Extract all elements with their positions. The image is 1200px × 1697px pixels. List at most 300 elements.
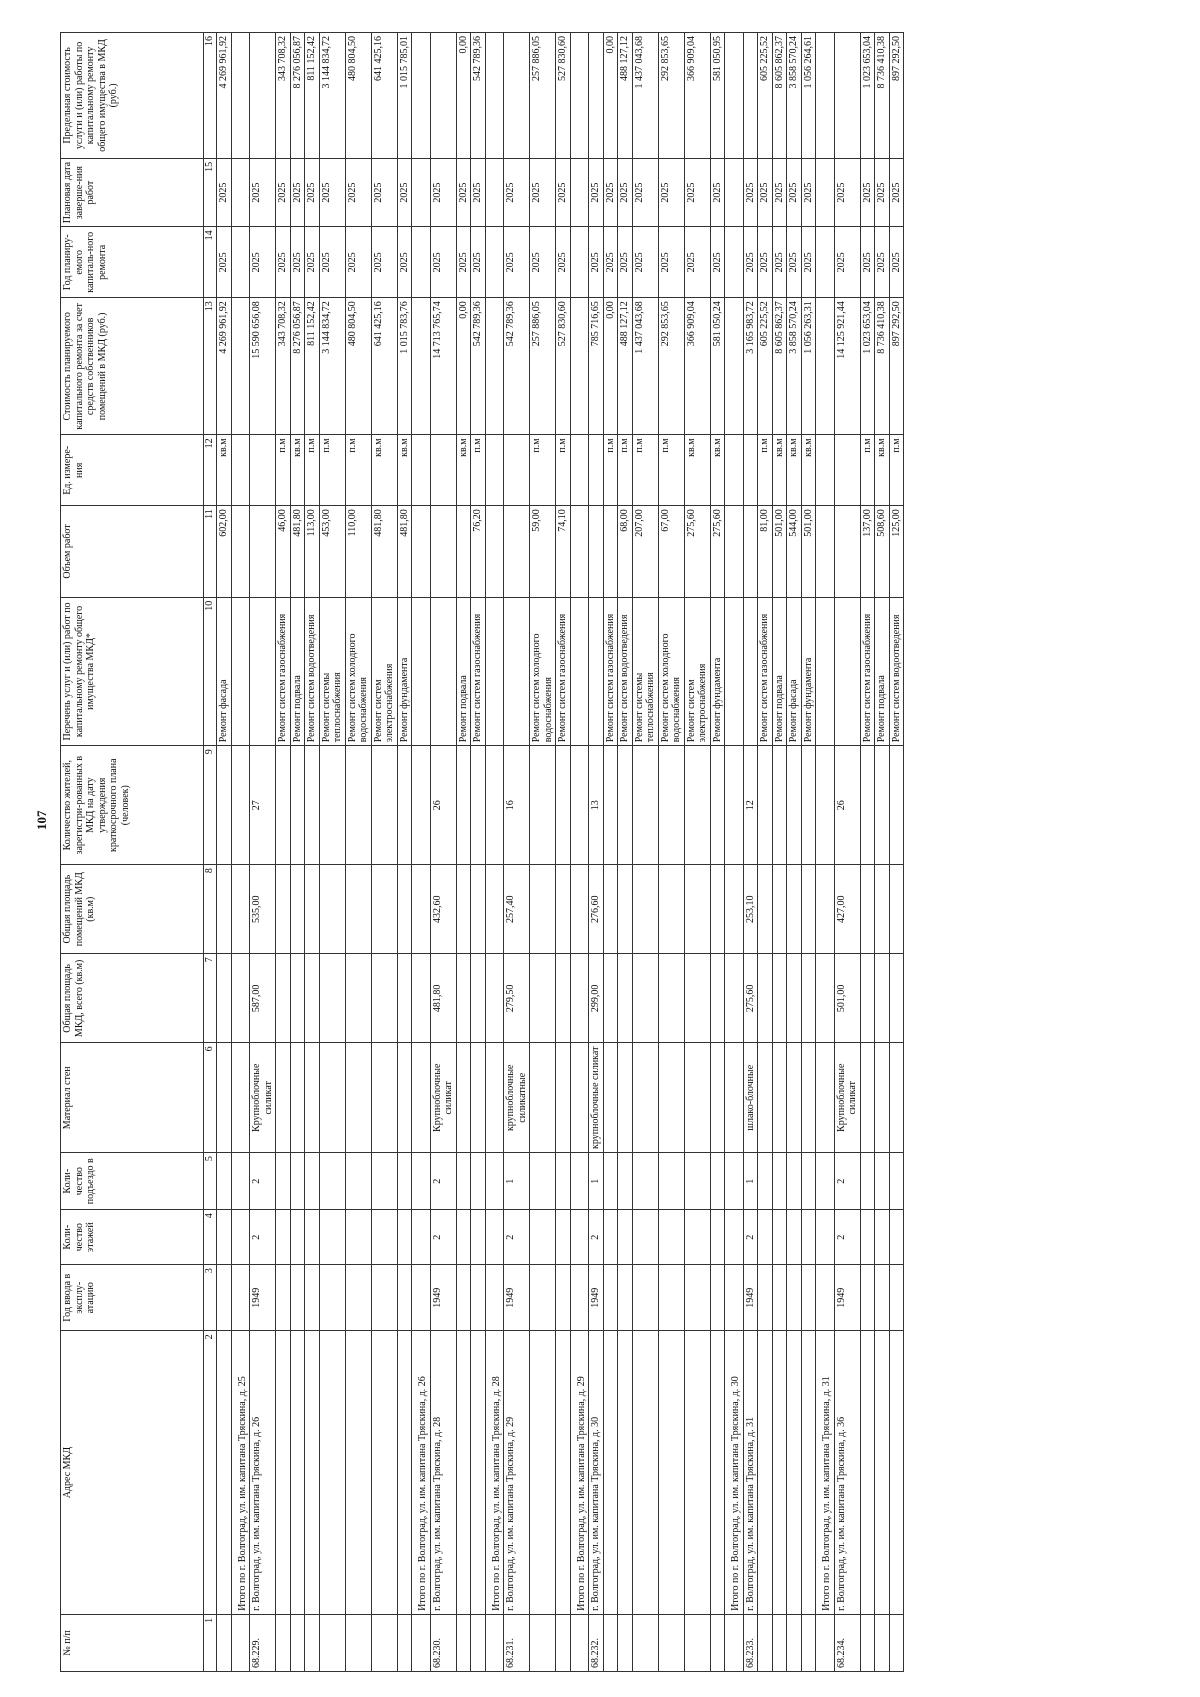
table-cell — [471, 1265, 486, 1331]
table-cell — [787, 1265, 802, 1331]
table-cell — [725, 746, 744, 865]
table-cell — [834, 597, 860, 746]
table-cell — [710, 865, 725, 954]
column-number: 6 — [204, 1043, 217, 1153]
table-cell — [231, 506, 250, 597]
table-row — [787, 33, 802, 1672]
table-cell — [231, 597, 250, 746]
table-cell: 1 — [504, 1153, 530, 1210]
table-cell — [834, 506, 860, 597]
table-cell — [485, 1265, 504, 1331]
table-cell: шлако-блочные — [743, 1043, 758, 1153]
table-cell: 276,60 — [589, 865, 604, 954]
table-cell — [710, 746, 725, 865]
table-cell: 366 909,04 — [684, 33, 710, 159]
table-cell: 2 — [430, 1153, 456, 1210]
table-cell — [618, 1265, 633, 1331]
column-number: 5 — [204, 1153, 217, 1210]
table-cell: 2 — [743, 1210, 758, 1265]
table-cell: 1 — [589, 1153, 604, 1210]
table-cell: Ремонт системы теплоснабжения — [319, 597, 345, 746]
table-cell — [345, 1153, 371, 1210]
table-cell: Ремонт подвала — [875, 597, 890, 746]
table-cell — [556, 954, 571, 1043]
table-cell — [231, 746, 250, 865]
table-cell — [570, 597, 589, 746]
table-cell — [217, 746, 232, 865]
table-cell — [618, 746, 633, 865]
table-cell — [276, 1153, 291, 1210]
table-cell — [603, 954, 618, 1043]
table-cell: кв.м — [684, 435, 710, 506]
table-cell — [504, 506, 530, 597]
table-cell — [290, 1210, 305, 1265]
table-cell — [276, 746, 291, 865]
table-cell: 2025 — [504, 158, 530, 227]
table-cell — [412, 298, 431, 435]
table-cell: 501,00 — [801, 506, 816, 597]
table-cell — [710, 954, 725, 1043]
table-cell — [787, 1614, 802, 1671]
table-cell — [772, 1210, 787, 1265]
table-cell: Ремонт подвала — [456, 597, 471, 746]
table-cell: 453,00 — [319, 506, 345, 597]
table-cell — [305, 954, 320, 1043]
table-cell — [276, 954, 291, 1043]
header-cell: Общая площадь МКД, всего (кв.м) — [61, 954, 204, 1043]
table-cell: г. Волгоград, ул. им. капитана Тряскина, д. 30 — [589, 1331, 604, 1614]
column-number: 16 — [204, 33, 217, 159]
table-cell — [290, 1614, 305, 1671]
table-cell — [589, 597, 604, 746]
table-cell — [345, 954, 371, 1043]
table-cell: 2025 — [860, 227, 875, 298]
table-cell: 26 — [834, 746, 860, 865]
table-cell — [371, 954, 397, 1043]
table-row — [772, 33, 787, 1672]
table-cell: 542 789,36 — [471, 33, 486, 159]
table-cell — [772, 1265, 787, 1331]
table-cell: Ремонт систем электроснабжения — [684, 597, 710, 746]
table-cell: кв.м — [456, 435, 471, 506]
table-cell — [860, 1210, 875, 1265]
header-cell: Плановая дата заверше-ния работ — [61, 158, 204, 227]
table-cell — [319, 746, 345, 865]
table-cell: 2025 — [603, 227, 618, 298]
table-cell — [816, 158, 835, 227]
table-cell: 2 — [250, 1153, 276, 1210]
table-cell — [530, 1331, 556, 1614]
table-cell — [231, 1153, 250, 1210]
table-cell — [456, 1043, 471, 1153]
table-cell — [276, 1331, 291, 1614]
table-cell: кв.м — [787, 435, 802, 506]
table-cell — [725, 33, 744, 159]
table-cell: 2025 — [589, 227, 604, 298]
table-row — [430, 33, 456, 1672]
table-cell: 2025 — [875, 227, 890, 298]
table-cell — [787, 746, 802, 865]
table-cell — [816, 33, 835, 159]
table-cell: 0,00 — [603, 33, 618, 159]
column-number: 3 — [204, 1265, 217, 1331]
table-cell — [889, 865, 904, 954]
table-cell — [710, 1331, 725, 1614]
table-cell: 2025 — [743, 158, 758, 227]
table-cell — [889, 746, 904, 865]
table-cell — [345, 1265, 371, 1331]
table-cell — [816, 298, 835, 435]
table-cell: Итого по г. Волгоград, ул. им. капитана Тряскина, д. 25 — [231, 1331, 250, 1614]
table-cell — [816, 1043, 835, 1153]
table-cell — [276, 1210, 291, 1265]
table-cell: 59,00 — [530, 506, 556, 597]
sheet — [60, 32, 1120, 1672]
table-cell: 2025 — [834, 227, 860, 298]
table-cell — [772, 746, 787, 865]
table-cell: 2025 — [305, 158, 320, 227]
table-cell: 125,00 — [889, 506, 904, 597]
table-cell — [556, 746, 571, 865]
table-cell: кв.м — [217, 435, 232, 506]
table-cell — [570, 1210, 589, 1265]
table-cell: 1 023 653,04 — [860, 33, 875, 159]
table-cell: 2025 — [787, 227, 802, 298]
table-cell — [603, 506, 618, 597]
table-cell — [290, 1265, 305, 1331]
table-cell — [412, 597, 431, 746]
table-row — [658, 33, 684, 1672]
table-row — [758, 33, 773, 1672]
header-cell: Количество жителей, зарегистри-рованных в МКД на дату утверждения краткосрочного плана (человек) — [61, 746, 204, 865]
table-cell — [632, 1265, 658, 1331]
column-number: 11 — [204, 506, 217, 597]
table-cell: 2025 — [603, 158, 618, 227]
table-cell: 8 276 056,87 — [290, 298, 305, 435]
table-cell: 1949 — [504, 1265, 530, 1331]
table-cell — [471, 1331, 486, 1614]
table-cell — [658, 865, 684, 954]
page-number: 107 — [34, 810, 49, 830]
table-cell: 253,10 — [743, 865, 758, 954]
table-cell — [570, 298, 589, 435]
table-cell — [471, 1043, 486, 1153]
table-cell: 68.232. — [589, 1614, 604, 1671]
table-cell — [217, 865, 232, 954]
table-cell — [456, 865, 471, 954]
table-cell: 2 — [834, 1210, 860, 1265]
table-cell: п.м — [530, 435, 556, 506]
table-row — [684, 33, 710, 1672]
table-cell — [485, 1153, 504, 1210]
table-cell — [658, 1153, 684, 1210]
table-cell: 2025 — [710, 158, 725, 227]
table-row — [412, 33, 431, 1672]
table-cell: Крупноблочные силикат — [430, 1043, 456, 1153]
table-cell — [319, 954, 345, 1043]
table-cell — [684, 1614, 710, 1671]
table-cell: 292 853,65 — [658, 298, 684, 435]
table-cell — [471, 746, 486, 865]
table-cell — [504, 435, 530, 506]
table-cell — [412, 227, 431, 298]
table-cell — [319, 1043, 345, 1153]
table-cell — [345, 865, 371, 954]
table-cell — [412, 1614, 431, 1671]
table-cell: 2025 — [801, 227, 816, 298]
table-cell — [570, 435, 589, 506]
table-row — [276, 33, 291, 1672]
table-cell — [371, 1331, 397, 1614]
table-cell: 2025 — [801, 158, 816, 227]
table-cell: 16 — [504, 746, 530, 865]
table-cell — [217, 1043, 232, 1153]
table-cell — [556, 1043, 571, 1153]
table-cell: 2025 — [345, 227, 371, 298]
table-cell — [305, 865, 320, 954]
table-cell — [231, 954, 250, 1043]
table-row — [632, 33, 658, 1672]
table-row — [456, 33, 471, 1672]
table-cell — [345, 746, 371, 865]
table-row — [485, 33, 504, 1672]
table-cell — [816, 865, 835, 954]
header-cell: Материал стен — [61, 1043, 204, 1153]
table-cell: Ремонт подвала — [290, 597, 305, 746]
table-cell: 2025 — [772, 158, 787, 227]
capital-repair-table — [60, 32, 904, 1672]
header-cell: Коли-чество этажей — [61, 1210, 204, 1265]
table-cell: 1 056 264,61 — [801, 33, 816, 159]
table-cell: 2025 — [430, 227, 456, 298]
table-cell: 1949 — [589, 1265, 604, 1331]
table-cell: 0,00 — [603, 298, 618, 435]
table-row — [589, 33, 604, 1672]
table-cell — [589, 506, 604, 597]
table-cell: 68.229. — [250, 1614, 276, 1671]
header-cell: Перечень услуг и (или) работ по капитальному ремонту общего имущества МКД* — [61, 597, 204, 746]
table-cell: кв.м — [397, 435, 412, 506]
table-cell: 508,60 — [875, 506, 890, 597]
table-cell: 3 144 834,72 — [319, 33, 345, 159]
table-cell — [816, 1153, 835, 1210]
table-cell: 587,00 — [250, 954, 276, 1043]
table-cell — [875, 865, 890, 954]
table-cell — [889, 1153, 904, 1210]
table-cell — [860, 1265, 875, 1331]
table-cell: 14 713 765,74 — [430, 298, 456, 435]
table-cell — [875, 1331, 890, 1614]
column-number: 4 — [204, 1210, 217, 1265]
table-cell — [684, 1210, 710, 1265]
table-cell: 8 736 410,38 — [875, 298, 890, 435]
table-cell — [787, 1153, 802, 1210]
table-cell — [772, 1331, 787, 1614]
column-number: 7 — [204, 954, 217, 1043]
table-cell — [276, 1614, 291, 1671]
table-cell: 427,00 — [834, 865, 860, 954]
table-cell: 3 144 834,72 — [319, 298, 345, 435]
table-cell: 2025 — [875, 158, 890, 227]
table-cell — [430, 33, 456, 159]
table-cell — [556, 1331, 571, 1614]
table-cell — [801, 1331, 816, 1614]
table-cell: 1949 — [250, 1265, 276, 1331]
table-cell: кв.м — [801, 435, 816, 506]
table-cell — [889, 1331, 904, 1614]
table-cell — [276, 1043, 291, 1153]
table-cell — [217, 1265, 232, 1331]
table-cell: 432,60 — [430, 865, 456, 954]
table-cell: Ремонт систем газоснабжения — [556, 597, 571, 746]
table-cell — [618, 1331, 633, 1614]
table-cell: Ремонт фундамента — [801, 597, 816, 746]
table-cell — [725, 1210, 744, 1265]
table-cell — [231, 227, 250, 298]
table-cell — [570, 1153, 589, 1210]
table-cell: 2025 — [556, 227, 571, 298]
table-cell — [801, 1210, 816, 1265]
table-cell: Ремонт фундамента — [397, 597, 412, 746]
table-cell — [530, 1153, 556, 1210]
header-cell: Ед. измере-ния — [61, 435, 204, 506]
table-cell — [772, 1153, 787, 1210]
table-cell: 257,40 — [504, 865, 530, 954]
table-cell: кв.м — [290, 435, 305, 506]
table-cell: 605 225,52 — [758, 298, 773, 435]
table-cell — [430, 597, 456, 746]
table-cell — [816, 227, 835, 298]
table-cell: 2025 — [758, 158, 773, 227]
table-cell — [319, 1153, 345, 1210]
table-cell — [618, 954, 633, 1043]
table-cell — [570, 1265, 589, 1331]
table-cell: 2025 — [834, 158, 860, 227]
table-cell: 488 127,12 — [618, 33, 633, 159]
table-cell — [772, 865, 787, 954]
table-cell: 480 804,50 — [345, 33, 371, 159]
table-cell — [743, 506, 758, 597]
table-cell — [758, 865, 773, 954]
table-cell: Ремонт систем газоснабжения — [860, 597, 875, 746]
table-row — [504, 33, 530, 1672]
table-cell: Ремонт систем холодного водоснабжения — [530, 597, 556, 746]
table-cell: 2025 — [250, 227, 276, 298]
table-cell — [319, 1265, 345, 1331]
table-cell — [345, 1210, 371, 1265]
column-number: 9 — [204, 746, 217, 865]
table-cell: г. Волгоград, ул. им. капитана Тряскина, д. 29 — [504, 1331, 530, 1614]
table-cell: 2025 — [471, 158, 486, 227]
table-cell: п.м — [471, 435, 486, 506]
table-cell — [889, 1210, 904, 1265]
table-cell — [485, 158, 504, 227]
table-cell: 2025 — [632, 158, 658, 227]
table-cell — [319, 865, 345, 954]
table-cell — [875, 1265, 890, 1331]
table-row — [397, 33, 412, 1672]
table-cell — [725, 298, 744, 435]
table-cell — [290, 1153, 305, 1210]
table-cell: 2025 — [319, 227, 345, 298]
table-cell: 2 — [430, 1210, 456, 1265]
table-cell: Ремонт систем водоотведения — [889, 597, 904, 746]
table-cell — [816, 1265, 835, 1331]
table-cell — [834, 33, 860, 159]
table-cell — [371, 1153, 397, 1210]
table-row — [305, 33, 320, 1672]
table-body — [217, 33, 904, 1672]
table-cell — [471, 1210, 486, 1265]
table-cell — [456, 1614, 471, 1671]
table-cell: 527 830,60 — [556, 33, 571, 159]
table-cell: 46,00 — [276, 506, 291, 597]
table-cell — [471, 1153, 486, 1210]
table-cell: 13 — [589, 746, 604, 865]
table-cell: п.м — [345, 435, 371, 506]
table-cell: Ремонт системы теплоснабжения — [632, 597, 658, 746]
table-cell — [658, 1043, 684, 1153]
table-cell: 68.231. — [504, 1614, 530, 1671]
table-cell — [456, 1265, 471, 1331]
table-cell — [530, 1614, 556, 1671]
table-cell — [758, 1043, 773, 1153]
table-cell — [397, 1265, 412, 1331]
table-cell — [305, 1331, 320, 1614]
table-cell: Ремонт систем водоотведения — [305, 597, 320, 746]
table-cell: 2025 — [345, 158, 371, 227]
table-cell: 27 — [250, 746, 276, 865]
table-cell: 481,80 — [290, 506, 305, 597]
table-cell — [875, 954, 890, 1043]
table-cell — [290, 746, 305, 865]
table-cell: 2025 — [371, 227, 397, 298]
header-cell: Стоимость планируемого капитального ремонта за счет средств собственников помещений в МКД (руб.) — [61, 298, 204, 435]
table-cell: 2 — [250, 1210, 276, 1265]
table-cell — [485, 33, 504, 159]
table-cell: 2025 — [658, 158, 684, 227]
table-cell: 581 050,24 — [710, 298, 725, 435]
table-cell: 3 858 570,24 — [787, 298, 802, 435]
table-cell: 2025 — [471, 227, 486, 298]
table-cell — [412, 1043, 431, 1153]
table-cell — [658, 746, 684, 865]
table-cell — [504, 597, 530, 746]
table-cell — [305, 1614, 320, 1671]
column-number: 8 — [204, 865, 217, 954]
table-row — [603, 33, 618, 1672]
table-cell: п.м — [276, 435, 291, 506]
table-cell — [217, 1614, 232, 1671]
table-cell — [485, 1043, 504, 1153]
table-cell: 1 015 785,01 — [397, 33, 412, 159]
table-cell — [231, 298, 250, 435]
table-row — [530, 33, 556, 1672]
table-cell: Ремонт систем холодного водоснабжения — [345, 597, 371, 746]
header-cell: Год планиру-емого капиталь-ного ремонта — [61, 227, 204, 298]
column-number: 15 — [204, 158, 217, 227]
table-cell — [860, 954, 875, 1043]
table-cell: 1 437 043,68 — [632, 33, 658, 159]
table-cell: г. Волгоград, ул. им. капитана Тряскина, д. 36 — [834, 1331, 860, 1614]
table-cell: 2 — [589, 1210, 604, 1265]
table-cell: 2025 — [589, 158, 604, 227]
table-cell — [276, 865, 291, 954]
table-cell: 542 789,36 — [504, 298, 530, 435]
table-cell: 68.233. — [743, 1614, 758, 1671]
table-cell — [801, 1153, 816, 1210]
table-cell: Крупноблочные силикат — [250, 1043, 276, 1153]
